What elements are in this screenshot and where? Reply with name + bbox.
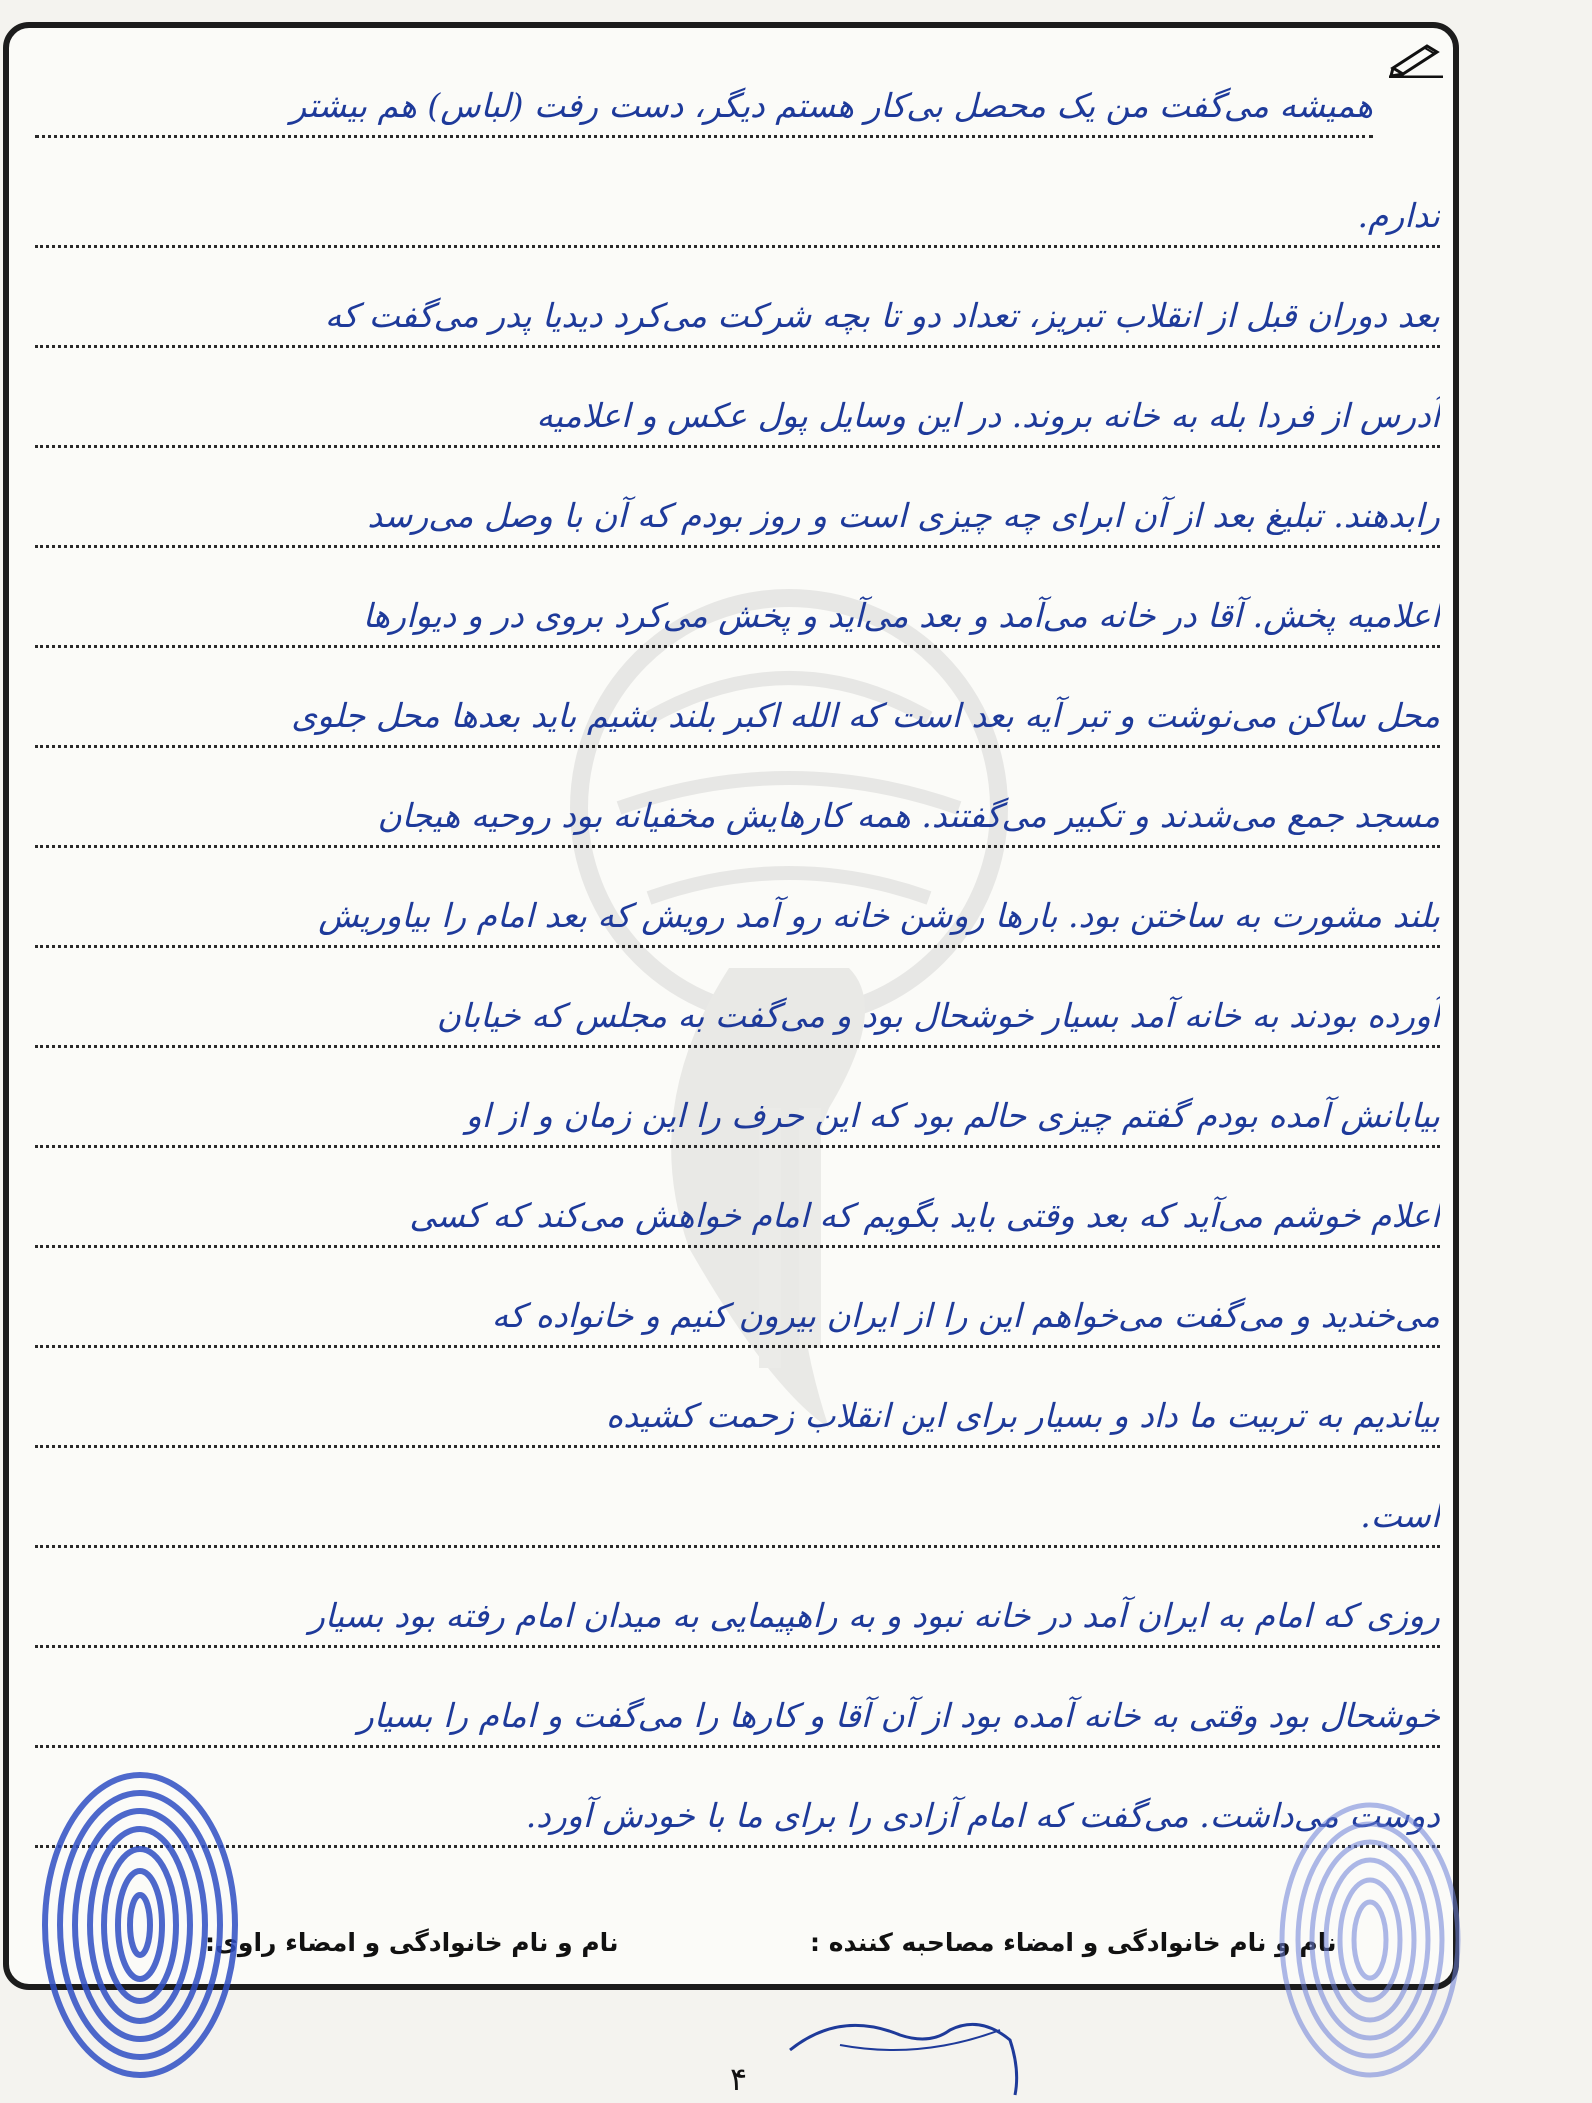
- signature-stroke: [780, 1990, 1080, 2100]
- line-text: رابدهند. تبلیغ بعد از آن ابرای چه چیزی است و روز بودم که آن با وصل می‌رسد: [367, 496, 1440, 535]
- interviewer-signature-label: نام و نام خانوادگی و امضاء مصاحبه کننده :: [810, 1928, 1337, 1957]
- line-text: آدرس از فردا بله به خانه بروند. در این وسایل پول عکس و اعلامیه: [536, 396, 1440, 435]
- line-text: روزی که امام به ایران آمد در خانه نبود و به راهپیمایی به میدان امام رفته بود بسیار: [308, 1596, 1440, 1635]
- handwritten-line: [35, 1238, 1440, 1348]
- line-text: بلند مشورت به ساختن بود. بارها روشن خانه رو آمد رویش که بعد امام را بیاوریش: [318, 896, 1440, 935]
- line-text: محل ساکن می‌نوشت و تبر آیه بعد است که الله اکبر بلند بشیم باید بعدها محل جلوی: [291, 696, 1440, 735]
- line-text: می‌خندید و می‌گفت می‌خواهم این را از ایران بیرون کنیم و خانواده که: [491, 1296, 1440, 1335]
- page-number: ۴: [730, 2060, 748, 2098]
- line-text: آورده بودند به خانه آمد بسیار خوشحال بود و می‌گفت به مجلس که خیابان: [436, 996, 1440, 1035]
- line-text: بعد دوران قبل از انقلاب تبریز، تعداد دو تا بچه شرکت می‌کرد دیدیا پدر می‌گفت که: [324, 296, 1440, 335]
- handwritten-line: [35, 438, 1440, 548]
- handwritten-line: [35, 238, 1440, 348]
- line-text: است.: [1360, 1496, 1440, 1535]
- handwritten-line: [35, 1438, 1440, 1548]
- line-text: دوست می‌داشت. می‌گفت که امام آزادی را برای ما با خودش آورد.: [525, 1796, 1440, 1835]
- page-frame: [3, 22, 1459, 1990]
- fingerprint-left: [30, 1760, 250, 2090]
- line-text: خوشحال بود وقتی به خانه آمده بود از آن آقا و کارها را می‌گفت و امام را بسیار: [357, 1696, 1440, 1735]
- handwritten-line: [35, 28, 1373, 138]
- line-text: ندارم.: [1357, 196, 1440, 235]
- handwritten-line: [35, 838, 1440, 948]
- handwritten-line: [35, 138, 1440, 248]
- handwritten-line: [35, 1038, 1440, 1148]
- pen-writing-icon: [1387, 38, 1445, 78]
- narrator-signature-label: نام و نام خانوادگی و امضاء راوی:: [205, 1928, 619, 1957]
- handwritten-line: [35, 1338, 1440, 1448]
- handwritten-line: [35, 638, 1440, 748]
- line-text: اعلام خوشم می‌آید که بعد وقتی باید بگویم که امام خواهش می‌کند که کسی: [409, 1196, 1440, 1235]
- handwritten-line: [35, 938, 1440, 1048]
- line-text: مسجد جمع می‌شدند و تکبیر می‌گفتند. همه کارهایش مخفیانه بود روحیه هیجان: [377, 796, 1440, 835]
- fingerprint-right: [1270, 1790, 1470, 2090]
- line-text: بیابانش آمده بودم گفتم چیزی حالم بود که این حرف را این زمان و از او: [465, 1096, 1440, 1135]
- line-text: بیاندیم به تربیت ما داد و بسیار برای این انقلاب زحمت کشیده: [605, 1396, 1440, 1435]
- line-text: همیشه می‌گفت من یک محصل بی‌کار هستم دیگر، دست رفت (لباس) هم بیشتر: [290, 86, 1373, 125]
- handwritten-line: [35, 338, 1440, 448]
- line-text: اعلامیه پخش. آقا در خانه می‌آمد و بعد می‌آید و پخش می‌کرد بروی در و دیوارها: [362, 596, 1440, 635]
- handwritten-line: [35, 1638, 1440, 1748]
- handwritten-line: [35, 538, 1440, 648]
- handwritten-line: [35, 738, 1440, 848]
- handwritten-line: [35, 1538, 1440, 1648]
- handwritten-line: [35, 1138, 1440, 1248]
